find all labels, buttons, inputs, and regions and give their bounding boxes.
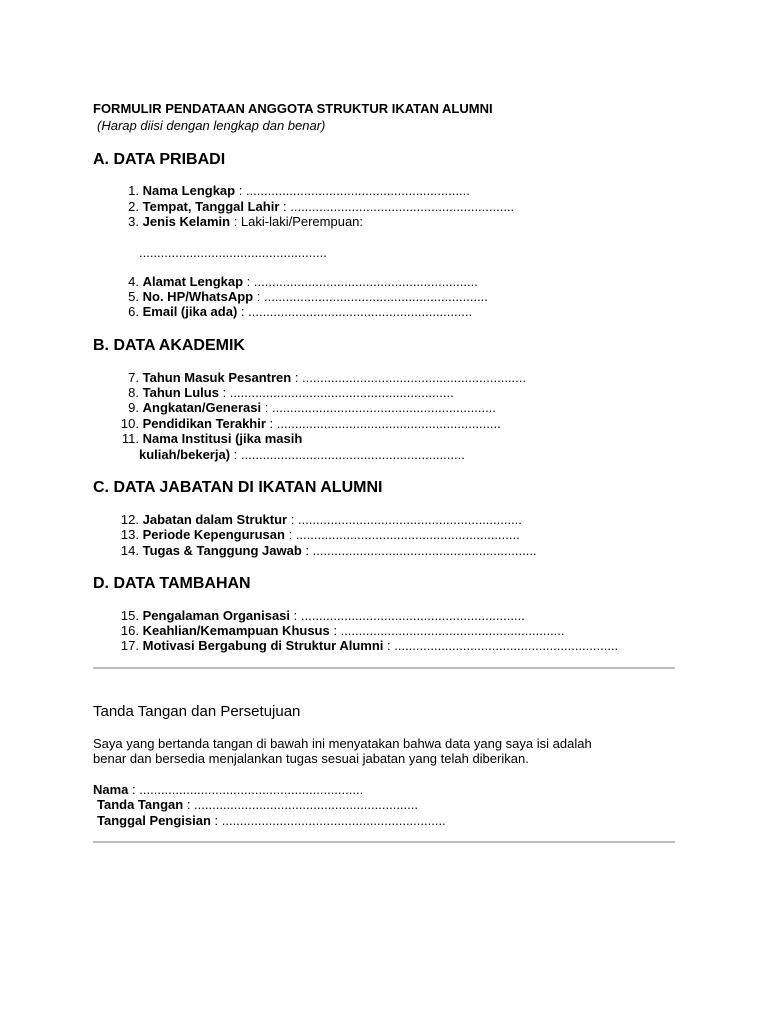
field-label: Jabatan dalam Struktur bbox=[142, 512, 288, 527]
field-tahun-masuk bbox=[108, 370, 526, 386]
field-label: Nama bbox=[93, 782, 129, 797]
field-label: Alamat Lengkap bbox=[142, 274, 244, 289]
field-label: Jenis Kelamin bbox=[142, 214, 231, 229]
field-nama-lengkap bbox=[108, 183, 470, 199]
item-number: 8. bbox=[128, 385, 139, 400]
item-number: 2. bbox=[128, 199, 139, 214]
item-number: 1. bbox=[128, 183, 139, 198]
fill-line[interactable]: : .............................................................. bbox=[269, 416, 501, 431]
field-nama-institusi-cont bbox=[139, 447, 465, 462]
field-label: Tahun Lulus bbox=[142, 385, 219, 400]
field-label: Keahlian/Kemampuan Khusus bbox=[142, 623, 330, 638]
fill-line[interactable]: : .............................................................. bbox=[333, 623, 565, 638]
statement-line-1: Saya yang bertanda tangan di bawah ini menyatakan bahwa data yang saya isi adalah bbox=[93, 736, 592, 751]
item-number: 10. bbox=[120, 416, 139, 431]
fill-line[interactable]: : .............................................................. bbox=[290, 512, 522, 527]
field-options: : Laki-laki/Perempuan: bbox=[233, 214, 364, 229]
field-tanda-tangan bbox=[97, 797, 418, 812]
field-label: kuliah/bekerja) bbox=[139, 447, 231, 462]
fill-line[interactable]: : .............................................................. bbox=[238, 183, 470, 198]
field-pendidikan-terakhir bbox=[108, 416, 501, 432]
fill-line[interactable]: : .............................................................. bbox=[305, 543, 537, 558]
field-label: Email (jika ada) bbox=[142, 304, 238, 319]
item-number: 5. bbox=[128, 289, 139, 304]
horizontal-divider bbox=[93, 667, 675, 669]
field-keahlian bbox=[108, 623, 565, 639]
fill-line[interactable]: : .............................................................. bbox=[256, 289, 488, 304]
field-tahun-lulus bbox=[108, 385, 454, 401]
item-number: 15. bbox=[120, 608, 139, 623]
statement-line-2: benar dan bersedia menjalankan tugas sesuai jabatan yang telah diberikan. bbox=[93, 751, 529, 766]
fill-line[interactable]: : .............................................................. bbox=[387, 638, 619, 653]
field-angkatan bbox=[108, 400, 496, 416]
horizontal-divider-bottom bbox=[93, 841, 675, 843]
field-label: Pengalaman Organisasi bbox=[142, 608, 291, 623]
fill-line[interactable]: : .............................................................. bbox=[214, 813, 446, 828]
item-number: 6. bbox=[128, 304, 139, 319]
field-jenis-kelamin bbox=[108, 214, 363, 230]
field-label: No. HP/WhatsApp bbox=[142, 289, 254, 304]
field-label: Nama Lengkap bbox=[142, 183, 236, 198]
field-label: Motivasi Bergabung di Struktur Alumni bbox=[142, 638, 384, 653]
item-number: 11. bbox=[121, 431, 139, 446]
fill-line[interactable]: : .............................................................. bbox=[264, 400, 496, 415]
form-subtitle: (Harap diisi dengan lengkap dan benar) bbox=[97, 118, 326, 133]
field-label: Tahun Masuk Pesantren bbox=[142, 370, 292, 385]
field-nama-institusi bbox=[108, 431, 302, 447]
field-jabatan bbox=[108, 512, 522, 528]
field-no-hp bbox=[108, 289, 488, 305]
field-label: Nama Institusi (jika masih bbox=[142, 431, 303, 446]
field-nama bbox=[93, 782, 363, 797]
fill-line[interactable]: : .............................................................. bbox=[132, 782, 364, 797]
field-label: Tugas & Tanggung Jawab bbox=[142, 543, 302, 558]
fill-line[interactable]: : .............................................................. bbox=[294, 370, 526, 385]
field-label: Tanda Tangan bbox=[97, 797, 184, 812]
field-label: Tempat, Tanggal Lahir bbox=[142, 199, 280, 214]
fill-line[interactable]: : .............................................................. bbox=[222, 385, 454, 400]
field-email bbox=[108, 304, 472, 320]
field-tanggal-pengisian bbox=[97, 813, 446, 828]
field-label: Angkatan/Generasi bbox=[142, 400, 262, 415]
field-label: Periode Kepengurusan bbox=[142, 527, 285, 542]
field-motivasi bbox=[108, 638, 618, 654]
fill-line[interactable]: : .............................................................. bbox=[240, 304, 473, 319]
item-number: 14. bbox=[120, 543, 139, 558]
field-periode bbox=[108, 527, 520, 543]
field-alamat-lengkap bbox=[108, 274, 478, 290]
section-b-heading: B. DATA AKADEMIK bbox=[93, 337, 245, 354]
field-tugas bbox=[108, 543, 537, 559]
item-number: 12. bbox=[120, 512, 139, 527]
section-a-heading: A. DATA PRIBADI bbox=[93, 151, 226, 168]
field-label: Pendidikan Terakhir bbox=[142, 416, 266, 431]
item-number: 9. bbox=[128, 400, 139, 415]
section-d-heading: D. DATA TAMBAHAN bbox=[93, 575, 251, 592]
fill-line[interactable]: : .............................................................. bbox=[283, 199, 515, 214]
signature-heading: Tanda Tangan dan Persetujuan bbox=[93, 703, 301, 720]
fill-line[interactable]: : .............................................................. bbox=[186, 797, 418, 812]
field-label: Tanggal Pengisian bbox=[97, 813, 211, 828]
field-pengalaman bbox=[108, 608, 525, 624]
item-number: 7. bbox=[128, 370, 139, 385]
field-tempat-tanggal-lahir bbox=[108, 199, 514, 215]
item-number: 13. bbox=[120, 527, 139, 542]
section-c-heading: C. DATA JABATAN DI IKATAN ALUMNI bbox=[93, 479, 383, 496]
fill-line[interactable]: : .............................................................. bbox=[233, 447, 465, 462]
fill-line[interactable]: : .............................................................. bbox=[288, 527, 520, 542]
fill-line[interactable]: : .............................................................. bbox=[293, 608, 525, 623]
fill-line[interactable]: : .............................................................. bbox=[246, 274, 478, 289]
item-number: 4. bbox=[128, 274, 139, 289]
gender-fill-line[interactable]: .................................................... bbox=[139, 245, 327, 260]
item-number: 3. bbox=[128, 214, 139, 229]
item-number: 16. bbox=[120, 623, 139, 638]
form-title: FORMULIR PENDATAAN ANGGOTA STRUKTUR IKATAN ALUMNI bbox=[93, 101, 493, 116]
item-number: 17. bbox=[120, 638, 139, 653]
